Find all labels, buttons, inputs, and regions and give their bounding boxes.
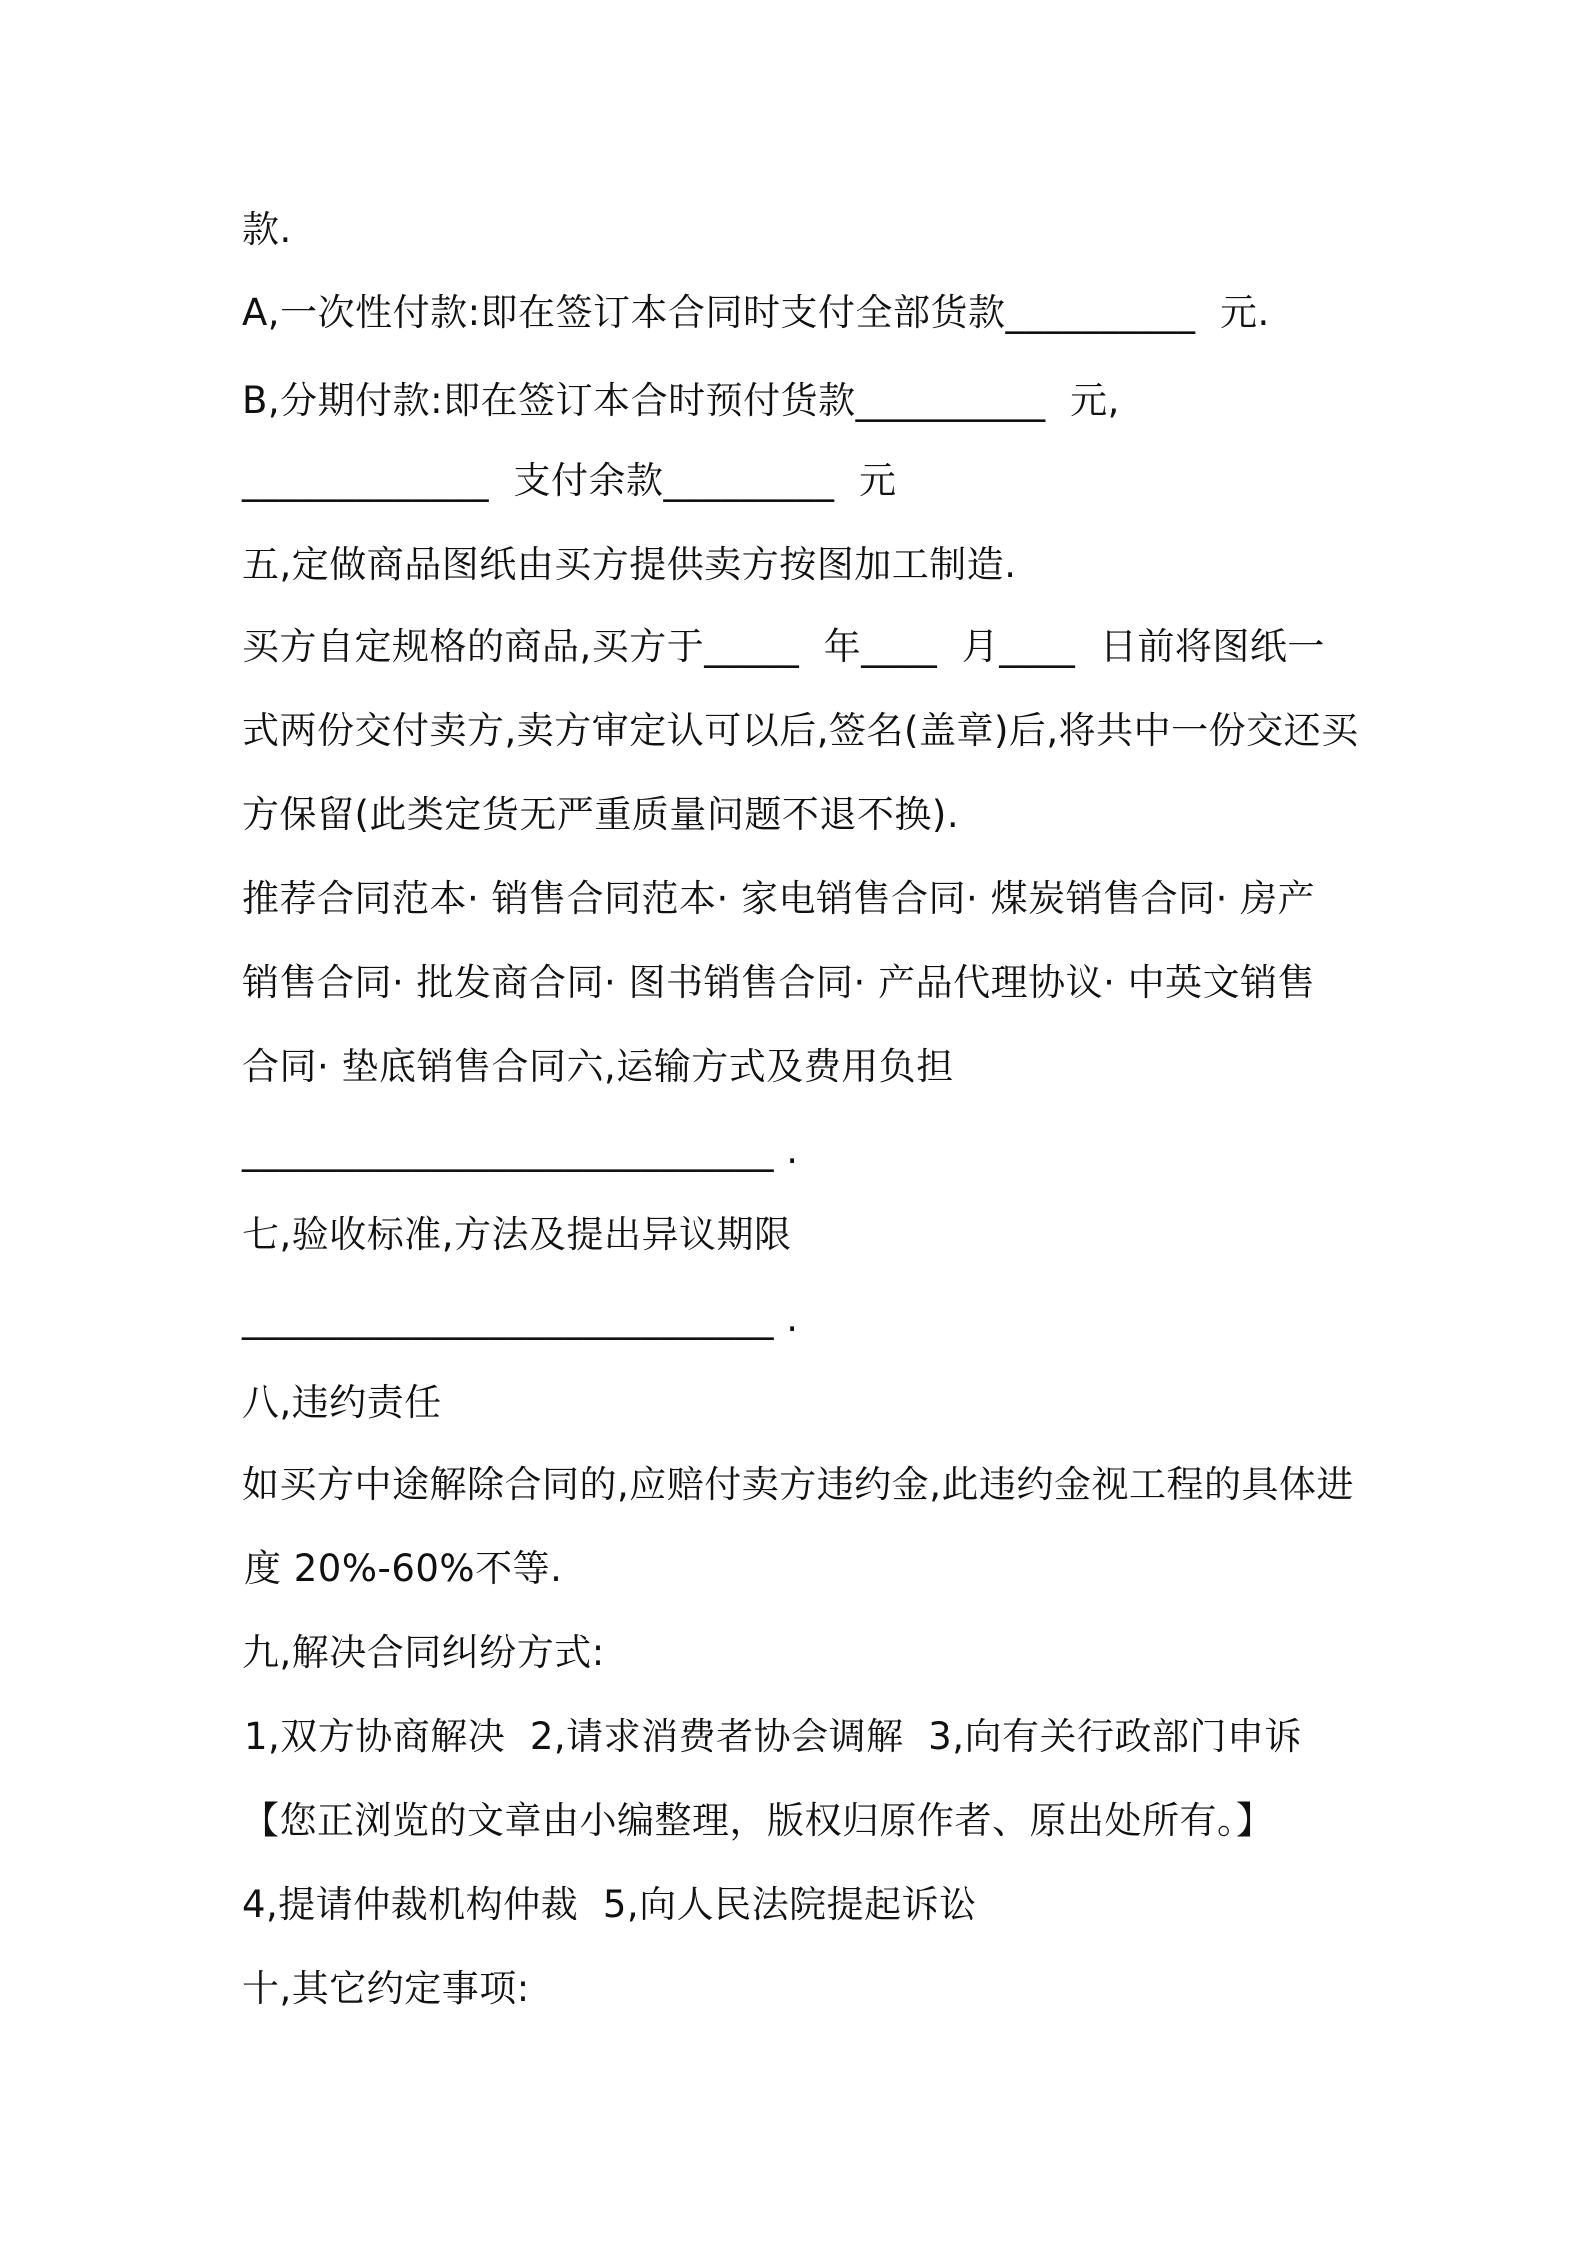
text-line: 合同· 垫底销售合同六,运输方式及费用负担: [242, 1045, 954, 1088]
text-line: 4,提请仲裁机构仲裁 5,向人民法院提起诉讼: [242, 1883, 977, 1926]
text-line: _____________ 支付余款_________ 元: [242, 459, 897, 502]
text-line: A,一次性付款:即在签订本合同时支付全部货款__________ 元.: [242, 291, 1270, 334]
text-line: ____________________________ .: [242, 1297, 799, 1340]
text-line: 七,验收标准,方法及提出异议期限: [242, 1213, 792, 1256]
text-line: 1,双方协商解决 2,请求消费者协会调解 3,向有关行政部门申诉: [244, 1715, 1302, 1758]
text-line: 度 20%-60%不等.: [244, 1547, 563, 1590]
text-line: B,分期付款:即在签订本合时预付货款__________ 元,: [242, 379, 1120, 422]
text-line: 方保留(此类定货无严重质量问题不退不换).: [242, 793, 960, 836]
text-line: 销售合同· 批发商合同· 图书销售合同· 产品代理协议· 中英文销售: [242, 961, 1316, 1004]
text-line: ____________________________ .: [242, 1129, 799, 1172]
text-line: 款.: [242, 208, 292, 251]
text-line: 推荐合同范本· 销售合同范本· 家电销售合同· 煤炭销售合同· 房产: [242, 877, 1316, 920]
text-line: 式两份交付卖方,卖方审定认可以后,签名(盖章)后,将共中一份交还买: [242, 709, 1359, 752]
text-line: 如买方中途解除合同的,应赔付卖方违约金,此违约金视工程的具体进: [242, 1463, 1355, 1506]
text-line: 五,定做商品图纸由买方提供卖方按图加工制造.: [242, 543, 1017, 586]
text-line: 十,其它约定事项:: [242, 1967, 530, 2010]
text-line: 【您正浏览的文章由小编整理，版权归原作者、原出处所有。】: [242, 1799, 1274, 1842]
text-line: 九,解决合同纠纷方式:: [242, 1631, 605, 1674]
text-line: 八,违约责任: [242, 1381, 442, 1424]
text-line: 买方自定规格的商品,买方于_____ 年____ 月____ 日前将图纸一: [242, 625, 1325, 668]
